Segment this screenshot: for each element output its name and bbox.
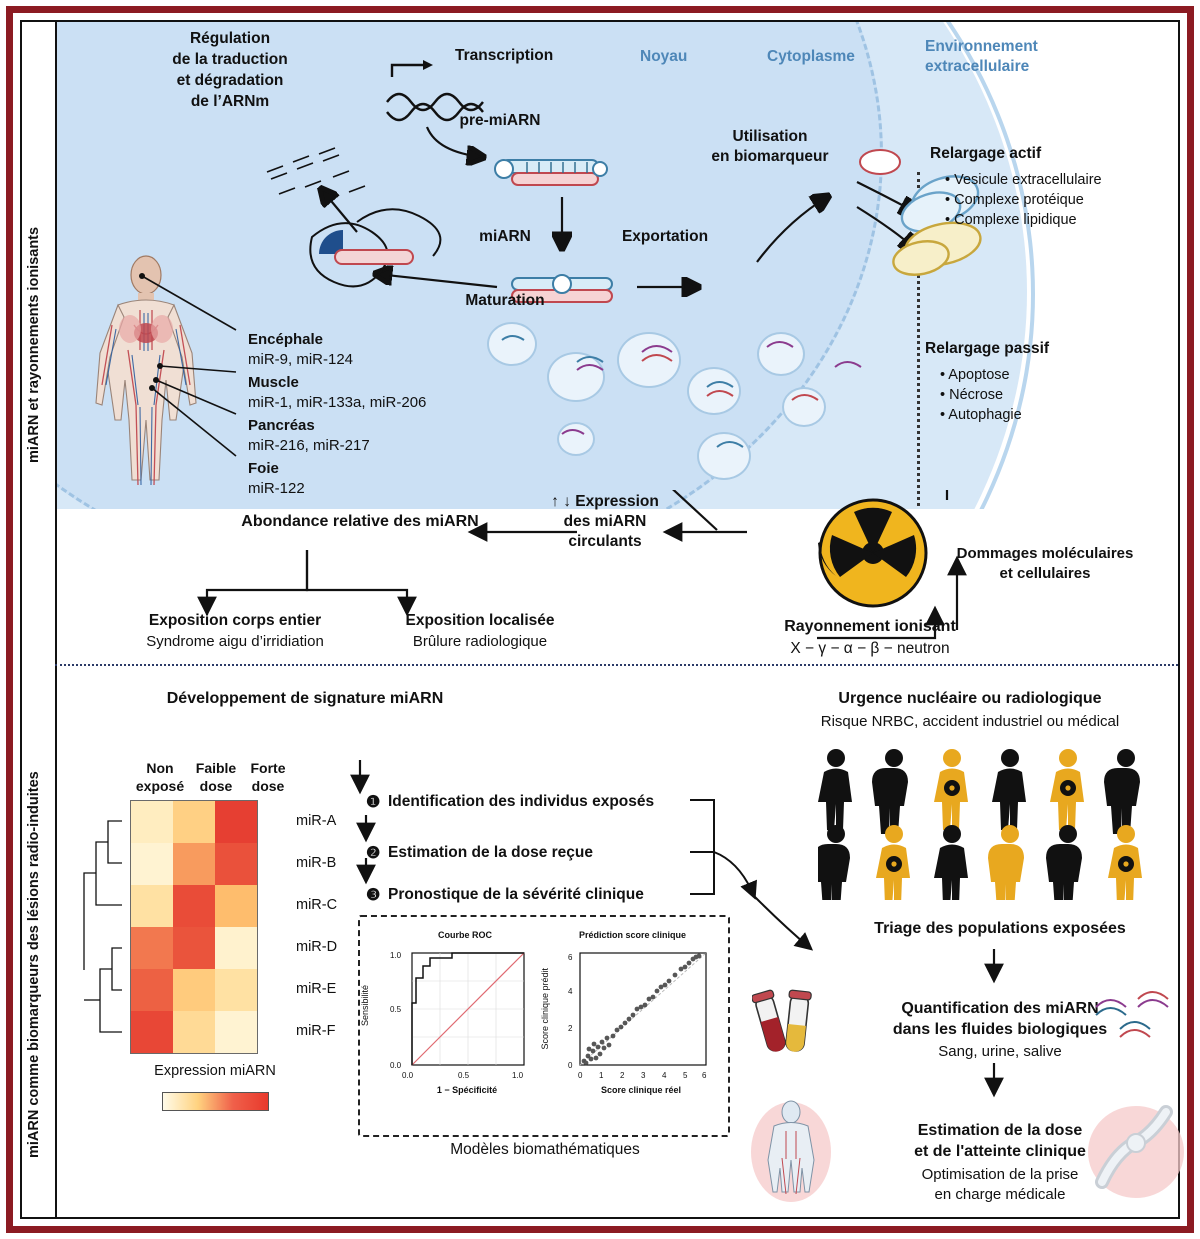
side-label-bottom: miARN comme biomarqueurs des lésions radio-induites: [26, 771, 42, 1159]
estimation-l2: et de l'atteinte clinique: [914, 1143, 1086, 1160]
heatmap-col-3-l1: Forte: [250, 760, 286, 776]
label-environnement-l1: Environnement: [925, 38, 1038, 55]
heatmap-cell-r0-c2: [215, 801, 257, 843]
blood-tubes-icon: [752, 985, 822, 1065]
damage-l2: et cellulaires: [999, 565, 1091, 582]
whole-body-title: Exposition corps entier: [148, 612, 322, 629]
circulating-l2: des miARN: [563, 513, 647, 530]
irradiated-body-icon: [748, 1098, 834, 1206]
heatmap-cell-r1-c0: [131, 843, 173, 885]
organ-label-pancreas: Pancréas: [248, 417, 315, 434]
label-biomarker-l1: Utilisation: [732, 128, 808, 145]
heatmap-cell-r3-c2: [215, 927, 257, 969]
heatmap-row-label-5: miR-F: [296, 1023, 336, 1039]
label-environnement-l2: extracellulaire: [925, 58, 1030, 75]
active-release-title: Relargage actif: [930, 145, 1042, 162]
quantification-l2: dans les fluides biologiques: [892, 1021, 1108, 1038]
step-1-num: ❶: [366, 794, 381, 811]
roc-ylabel: Sensibilité: [360, 985, 370, 1027]
whole-body-sub: Syndrome aigu d’irridiation: [146, 633, 324, 650]
heatmap-cell-r1-c2: [215, 843, 257, 885]
organ-mirs-encephale: miR-9, miR-124: [248, 351, 354, 368]
heatmap-row-label-4: miR-E: [296, 981, 337, 997]
organ-label-foie: Foie: [248, 460, 279, 477]
heatmap-cell-r5-c1: [173, 1011, 215, 1053]
active-release-item-2: • Complexe protéique: [945, 192, 1084, 208]
roc-xlabel: 1 − Spécificité: [436, 1085, 498, 1095]
svg-text:0.0: 0.0: [390, 1061, 402, 1070]
heatmap-cell-r5-c0: [131, 1011, 173, 1053]
heatmap-row-label-3: miR-D: [296, 939, 338, 955]
side-label-top: miARN et rayonnements ionisants: [26, 226, 42, 464]
local-exposure-sub: Brûlure radiologique: [412, 633, 548, 650]
organ-label-muscle: Muscle: [248, 374, 299, 391]
signature-title: Développement de signature miARN: [166, 690, 444, 707]
radiation-title: Rayonnement ionisant: [784, 618, 956, 635]
damage-l1: Dommages moléculaires: [956, 545, 1134, 562]
heatmap-cell-r2-c1: [173, 885, 215, 927]
heatmap-col-3-l2: dose: [251, 778, 285, 794]
mirna-strands-icon: [1090, 985, 1190, 1045]
population-icons: [818, 748, 1180, 900]
triage-label: Triage des populations exposées: [874, 920, 1126, 937]
heatmap-cell-r4-c1: [173, 969, 215, 1011]
heatmap-grid: [130, 800, 258, 1054]
quantification-sub: Sang, urine, salive: [938, 1043, 1062, 1060]
heatmap-col-1-l2: exposé: [135, 778, 185, 794]
svg-text:4: 4: [568, 987, 573, 996]
heatmap-cell-r2-c0: [131, 885, 173, 927]
svg-text:1.0: 1.0: [512, 1071, 524, 1080]
svg-text:0.0: 0.0: [402, 1071, 414, 1080]
label-pre-mirna: pre-miARN: [459, 112, 541, 129]
heatmap-col-2-l1: Faible: [195, 760, 237, 776]
svg-text:6: 6: [702, 1071, 707, 1080]
emergency-title: Urgence nucléaire ou radiologique: [838, 690, 1102, 707]
label-transcription: Transcription: [455, 47, 554, 64]
label-regulation-4: de l’ARNm: [190, 93, 270, 110]
scatter-ylabel: Score clinique prédit: [540, 968, 550, 1050]
circulating-l1: ↑ ↓ Expression: [551, 493, 659, 510]
score-scatter-chart: [552, 948, 720, 1108]
svg-text:0.5: 0.5: [458, 1071, 470, 1080]
svg-text:1: 1: [599, 1071, 604, 1080]
heatmap-cell-r4-c2: [215, 969, 257, 1011]
svg-text:0: 0: [578, 1071, 583, 1080]
heatmap-row-label-1: miR-B: [296, 855, 337, 871]
roc-chart: [382, 948, 542, 1108]
svg-text:0.5: 0.5: [390, 1005, 402, 1014]
heatmap-cell-r4-c0: [131, 969, 173, 1011]
heatmap-cell-r3-c0: [131, 927, 173, 969]
radiation-sub: X − γ − α − β − neutron: [790, 640, 950, 657]
label-regulation-2: de la traduction: [172, 51, 288, 68]
passive-release-item-3: • Autophagie: [940, 407, 1022, 423]
heatmap-col-1-l1: Non: [146, 760, 174, 776]
active-release-item-1: • Vesicule extracellulaire: [945, 172, 1102, 188]
heatmap-cell-r0-c0: [131, 801, 173, 843]
heatmap-cell-r5-c2: [215, 1011, 257, 1053]
estimation-sub-2: en charge médicale: [934, 1186, 1066, 1203]
step-3-num: ❸: [366, 887, 381, 904]
step-3-label: Pronostique de la sévérité clinique: [388, 886, 644, 903]
heatmap-row-label-0: miR-A: [296, 813, 337, 829]
label-maturation: Maturation: [465, 292, 545, 309]
svg-text:2: 2: [620, 1071, 625, 1080]
biomath-caption: Modèles biomathématiques: [450, 1141, 640, 1158]
label-regulation-1: Régulation: [189, 30, 271, 47]
heatmap-legend-bar: [162, 1092, 269, 1111]
estimation-l1: Estimation de la dose: [917, 1122, 1083, 1139]
active-release-item-3: • Complexe lipidique: [945, 212, 1077, 228]
label-regulation-3: et dégradation: [176, 72, 284, 89]
emergency-sub: Risque NRBC, accident industriel ou médical: [820, 713, 1120, 730]
heatmap-cell-r2-c2: [215, 885, 257, 927]
svg-text:5: 5: [683, 1071, 688, 1080]
heatmap-cell-r1-c1: [173, 843, 215, 885]
svg-text:3: 3: [641, 1071, 646, 1080]
quantification-l1: Quantification des miARN: [901, 1000, 1099, 1017]
heatmap-legend-label: Expression miARN: [154, 1063, 276, 1079]
organ-mirs-pancreas: miR-216, miR-217: [248, 437, 370, 454]
heatmap-cell-r3-c1: [173, 927, 215, 969]
scatter-xlabel: Score clinique réel: [600, 1085, 682, 1095]
abundance-label: Abondance relative des miARN: [241, 513, 479, 530]
heatmap-row-label-2: miR-C: [296, 897, 338, 913]
label-biomarker-l2: en biomarqueur: [711, 148, 829, 165]
irradiated-limb-icon: [1082, 1098, 1188, 1206]
step-2-num: ❷: [366, 845, 381, 862]
svg-text:6: 6: [568, 953, 573, 962]
label-mirna: miARN: [479, 228, 531, 245]
passive-release-item-1: • Apoptose: [940, 367, 1010, 383]
svg-text:0: 0: [568, 1061, 573, 1070]
passive-release-title: Relargage passif: [925, 340, 1050, 357]
heatmap-col-2-l2: dose: [199, 778, 233, 794]
heatmap-dendrogram: [78, 800, 130, 1058]
organ-label-encephale: Encéphale: [248, 331, 324, 348]
organ-mirs-muscle: miR-1, miR-133a, miR-206: [248, 394, 427, 411]
label-noyau: Noyau: [640, 48, 688, 65]
label-exportation: Exportation: [621, 228, 709, 245]
roc-title: Courbe ROC: [438, 930, 492, 940]
estimation-sub-1: Optimisation de la prise: [921, 1166, 1079, 1183]
svg-text:2: 2: [568, 1024, 573, 1033]
step-2-label: Estimation de la dose reçue: [388, 844, 594, 861]
svg-text:1.0: 1.0: [390, 951, 402, 960]
svg-text:4: 4: [662, 1071, 667, 1080]
step-1-label: Identification des individus exposés: [388, 793, 655, 810]
local-exposure-title: Exposition localisée: [405, 612, 555, 629]
circulating-l3: circulants: [568, 533, 642, 550]
heatmap-cell-r0-c1: [173, 801, 215, 843]
scatter-title: Prédiction score clinique: [578, 930, 687, 940]
label-cytoplasme: Cytoplasme: [767, 48, 855, 65]
passive-release-item-2: • Nécrose: [940, 387, 1004, 403]
organ-mirs-foie: miR-122: [248, 480, 305, 497]
